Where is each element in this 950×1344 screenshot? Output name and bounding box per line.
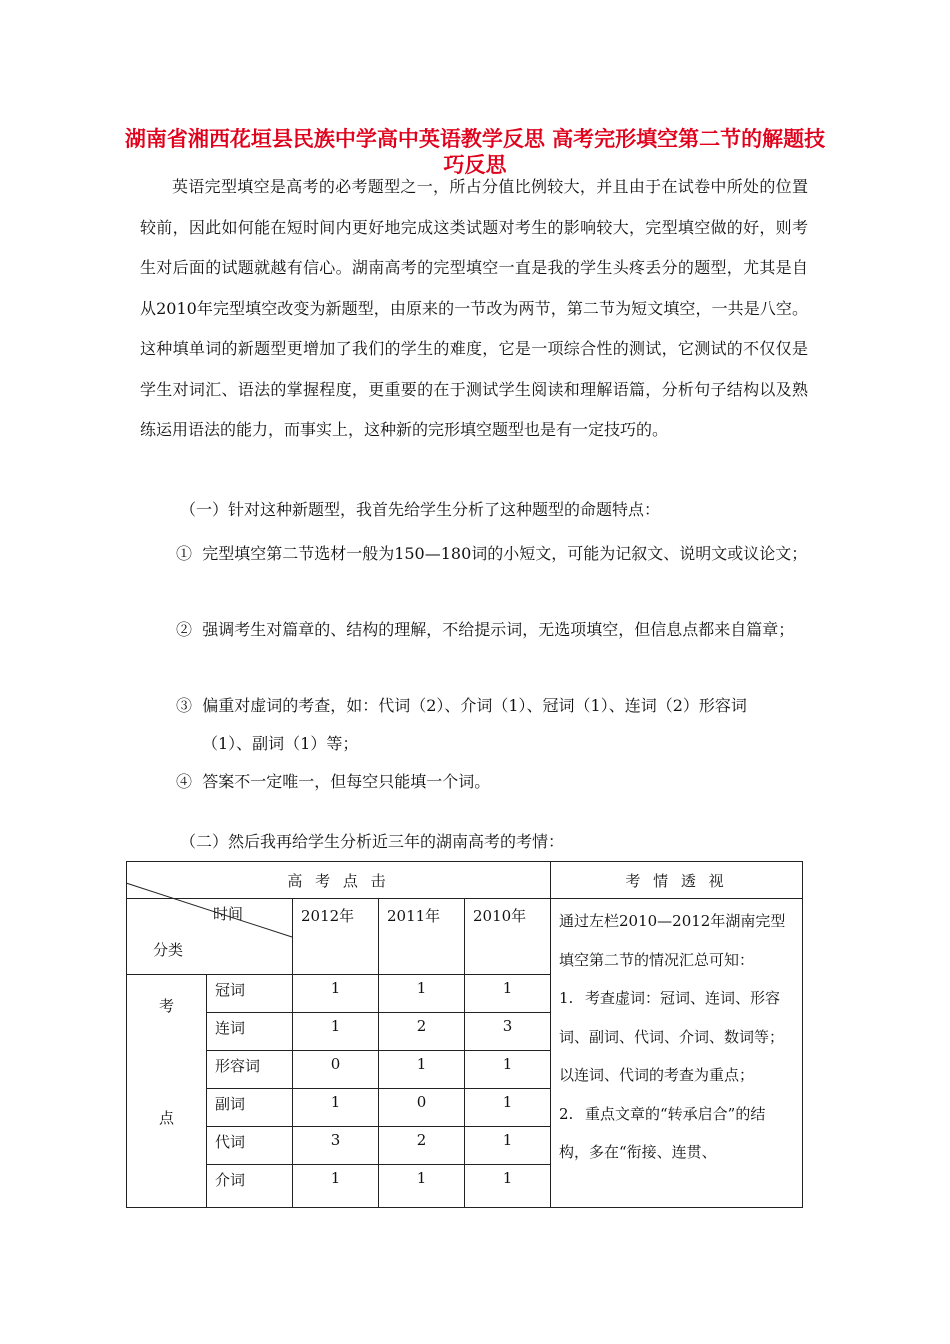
- document-title: 湖南省湘西花垣县民族中学高中英语教学反思 高考完形填空第二节的解题技巧反思: [124, 127, 826, 177]
- analysis-text: 考查虚词：冠词、连词、形容词、副词、代词、介词、数词等；以连词、代词的考查为重点；: [559, 989, 785, 1084]
- table-value: 1: [293, 1089, 379, 1127]
- intro-paragraph: 英语完型填空是高考的必考题型之一，所占分值比例较大，并且由于在试卷中所处的位置较前，因此如何能在短时间内更好地完成这类试题对考生的影响较大，完型填空做的好，则考生对后面的试题就越有信心。湖南高考的完型填空一直是我的学生头疼丢分的题型，尤其是自从2010年完型填空改变为新题型，由原来的一节改为两节，第二节为短文填空，一共是八空。这种填单词的新题型更增加了我们的学生的难度，它是一项综合性的测试，它测试的不仅仅是学生对词汇、语法的掌握程度，更重要的在于测试学生阅读和理解语篇，分析句子结构以及熟练运用语法的能力，而事实上，这种新的完形填空题型也是有一定技巧的。: [140, 177, 808, 439]
- table-value: 1: [379, 1165, 465, 1208]
- analysis-num: 2.: [559, 1104, 574, 1123]
- analysis-text: 重点文章的“转承启合”的结构，多在“衔接、连贯、: [559, 1104, 766, 1161]
- table-value: 0: [293, 1051, 379, 1089]
- diag-category-label: 分类: [153, 941, 184, 959]
- point-marker: ①: [176, 544, 193, 563]
- diag-time-label: 时间: [213, 905, 244, 923]
- section-heading-1: （一）针对这种新题型，我首先给学生分析了这种题型的命题特点：: [180, 500, 661, 519]
- point-text: 完型填空第二节选材一般为150—180词的小短文，可能为记叙文、说明文或议论文；: [202, 544, 808, 563]
- point-marker: ②: [176, 620, 193, 639]
- table-value: 0: [379, 1089, 465, 1127]
- point-text: 答案不一定唯一，但每空只能填一个词。: [202, 772, 491, 791]
- category-name: 代词: [207, 1127, 293, 1165]
- point-item: [140, 763, 808, 801]
- table-value: 1: [465, 1127, 551, 1165]
- table-value: 1: [465, 1165, 551, 1208]
- table-value: 1: [293, 975, 379, 1013]
- group-label-cell: [127, 975, 207, 1208]
- point-item: [140, 535, 808, 573]
- category-name: 冠词: [207, 975, 293, 1013]
- section-heading-2: （二）然后我再给学生分析近三年的湖南高考的考情：: [180, 832, 565, 851]
- group-label-top: 考: [158, 997, 174, 1015]
- analysis-intro: 通过左栏2010—2012年湖南完型填空第二节的情况汇总可知：: [559, 912, 786, 969]
- table-value: 1: [379, 1051, 465, 1089]
- point-item: [140, 611, 808, 649]
- category-name: 形容词: [207, 1051, 293, 1089]
- table-value: 2: [379, 1013, 465, 1051]
- table-value: 1: [293, 1013, 379, 1051]
- year-header: 2011年: [379, 899, 465, 975]
- year-header: 2012年: [293, 899, 379, 975]
- point-text: 偏重对虚词的考查，如：代词（2）、介词（1）、冠词（1）、连词（2）形容词: [202, 696, 747, 715]
- diagonal-line: [126, 883, 292, 937]
- group-label-bottom: 点: [158, 1109, 174, 1127]
- table-value: 1: [293, 1165, 379, 1208]
- category-name: 连词: [207, 1013, 293, 1051]
- category-name: 介词: [207, 1165, 293, 1208]
- analysis-num: 1.: [559, 989, 574, 1007]
- table-value: 1: [465, 975, 551, 1013]
- analysis-item: [559, 979, 794, 1095]
- header-exam-analysis: 考 情 透 视: [551, 862, 803, 899]
- analysis-cell: [551, 899, 803, 1208]
- point-marker: ③: [176, 696, 193, 715]
- point-item: [140, 687, 808, 763]
- category-name: 副词: [207, 1089, 293, 1127]
- table-value: 3: [465, 1013, 551, 1051]
- point-marker: ④: [176, 772, 193, 791]
- table-value: 1: [465, 1089, 551, 1127]
- diagonal-divider-line: [126, 861, 296, 941]
- header-exam-points: 高 考 点 击: [127, 862, 551, 899]
- table-value: 1: [379, 975, 465, 1013]
- point-text-continued: （1）、副词（1）等；: [202, 734, 359, 753]
- year-header: 2010年: [465, 899, 551, 975]
- point-text: 强调考生对篇章的、结构的理解，不给提示词，无选项填空，但信息点都来自篇章；: [202, 620, 795, 639]
- table-value: 1: [465, 1051, 551, 1089]
- analysis-item: [559, 1095, 794, 1172]
- table-value: 2: [379, 1127, 465, 1165]
- table-value: 3: [293, 1127, 379, 1165]
